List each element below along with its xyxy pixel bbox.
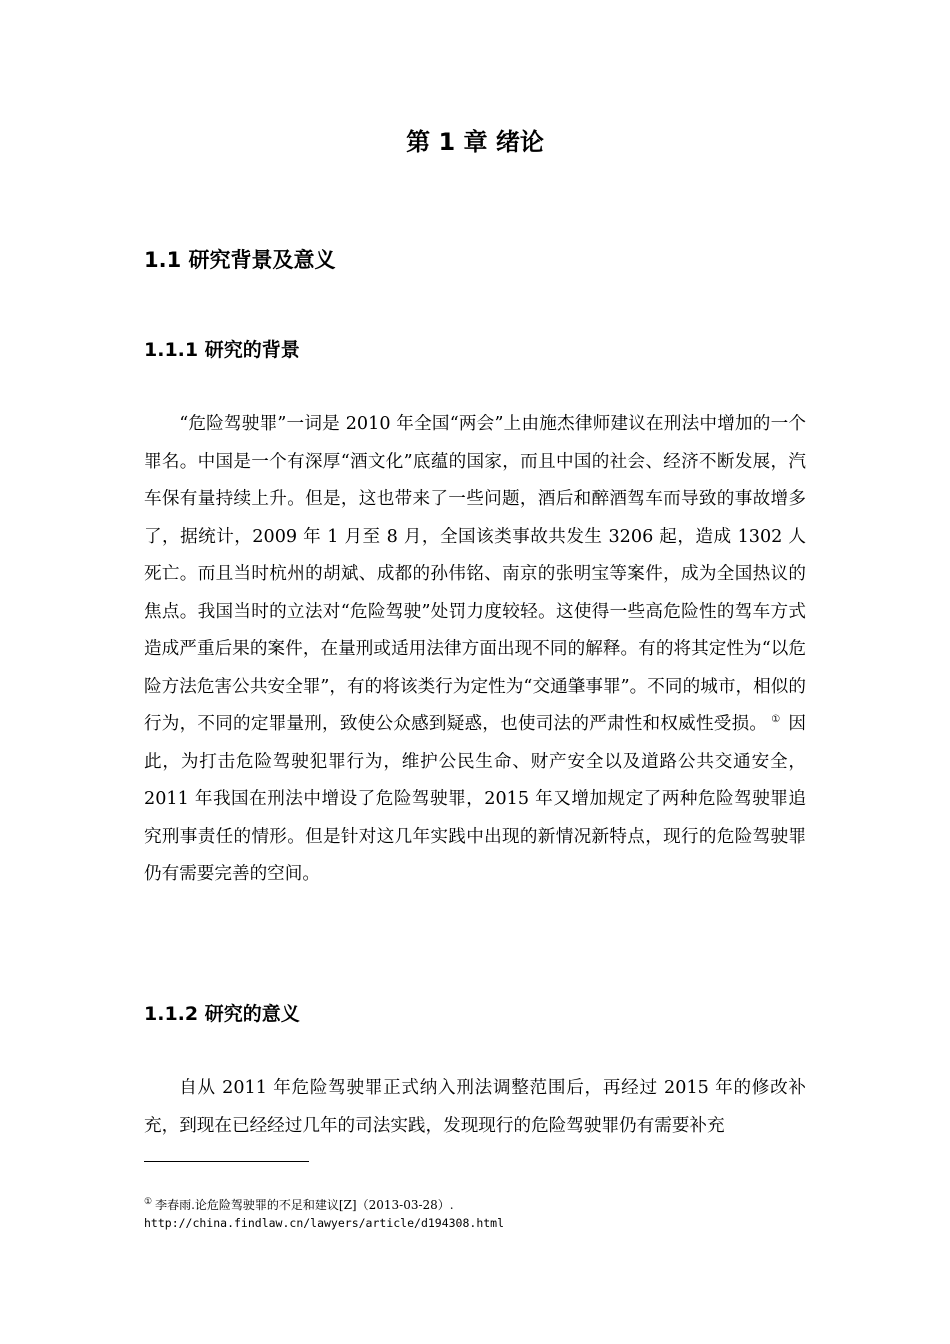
footnote: [144, 1196, 804, 1232]
footnote-url: http://china.findlaw.cn/lawyers/article/d194308.html: [144, 1216, 505, 1230]
significance-paragraph: 自从 2011 年危险驾驶罪正式纳入刑法调整范围后，再经过 2015 年的修改补充，到现在已经经过几年的司法实践，发现现行的危险驾驶罪仍有需要补充: [144, 1078, 806, 1136]
section-heading-1-1-1: 1.1.1 研究的背景: [144, 339, 300, 361]
footnote-reference: ①: [771, 714, 781, 726]
section-heading-1-1-2: 1.1.2 研究的意义: [144, 1003, 300, 1025]
section-heading-1-1: 1.1 研究背景及意义: [144, 248, 336, 272]
background-paragraph: [144, 406, 806, 894]
background-paragraph-part2: 因此，为打击危险驾驶犯罪行为，维护公民生命、财产安全以及道路公共交通安全，2011 年我国在刑法中增设了危险驾驶罪，2015 年又增加规定了两种危险驾驶罪追究刑事责任的情形。但是针对这几年实践中出现的新情况新特点，现行的危险驾驶罪仍有需要完善的空间。: [144, 714, 806, 884]
chapter-title: 第 1 章 绪论: [406, 128, 544, 156]
footnote-divider: [144, 1161, 309, 1162]
background-paragraph-part1: “危险驾驶罪”一词是 2010 年全国“两会”上由施杰律师建议在刑法中增加的一个罪名。中国是一个有深厚“酒文化”底蕴的国家，而且中国的社会、经济不断发展，汽车保有量持续上升。但是，这也带来了一些问题，酒后和醉酒驾车而导致的事故增多了，据统计，2009 年 1 月至 8 月，全国该类事故共发生 3206 起，造成 1302 人死亡。而且当时杭州的胡斌、成都的孙伟铭、南京的张明宝等案件，成为全国热议的焦点。我国当时的立法对“危险驾驶”处罚力度较轻。这使得一些高危险性的驾车方式造成严重后果的案件，在量刑或适用法律方面出现不同的解释。有的将其定性为“以危险方法危害公共安全罪”，有的将该类行为定性为“交通肇事罪”。不同的城市，相似的行为，不同的定罪量刑，致使公众感到疑惑，也使司法的严肃性和权威性受损。: [144, 414, 806, 734]
footnote-text: 李春雨.论危险驾驶罪的不足和建议[Z]（2013-03-28）.: [155, 1198, 454, 1212]
footnote-marker: ①: [144, 1197, 153, 1207]
